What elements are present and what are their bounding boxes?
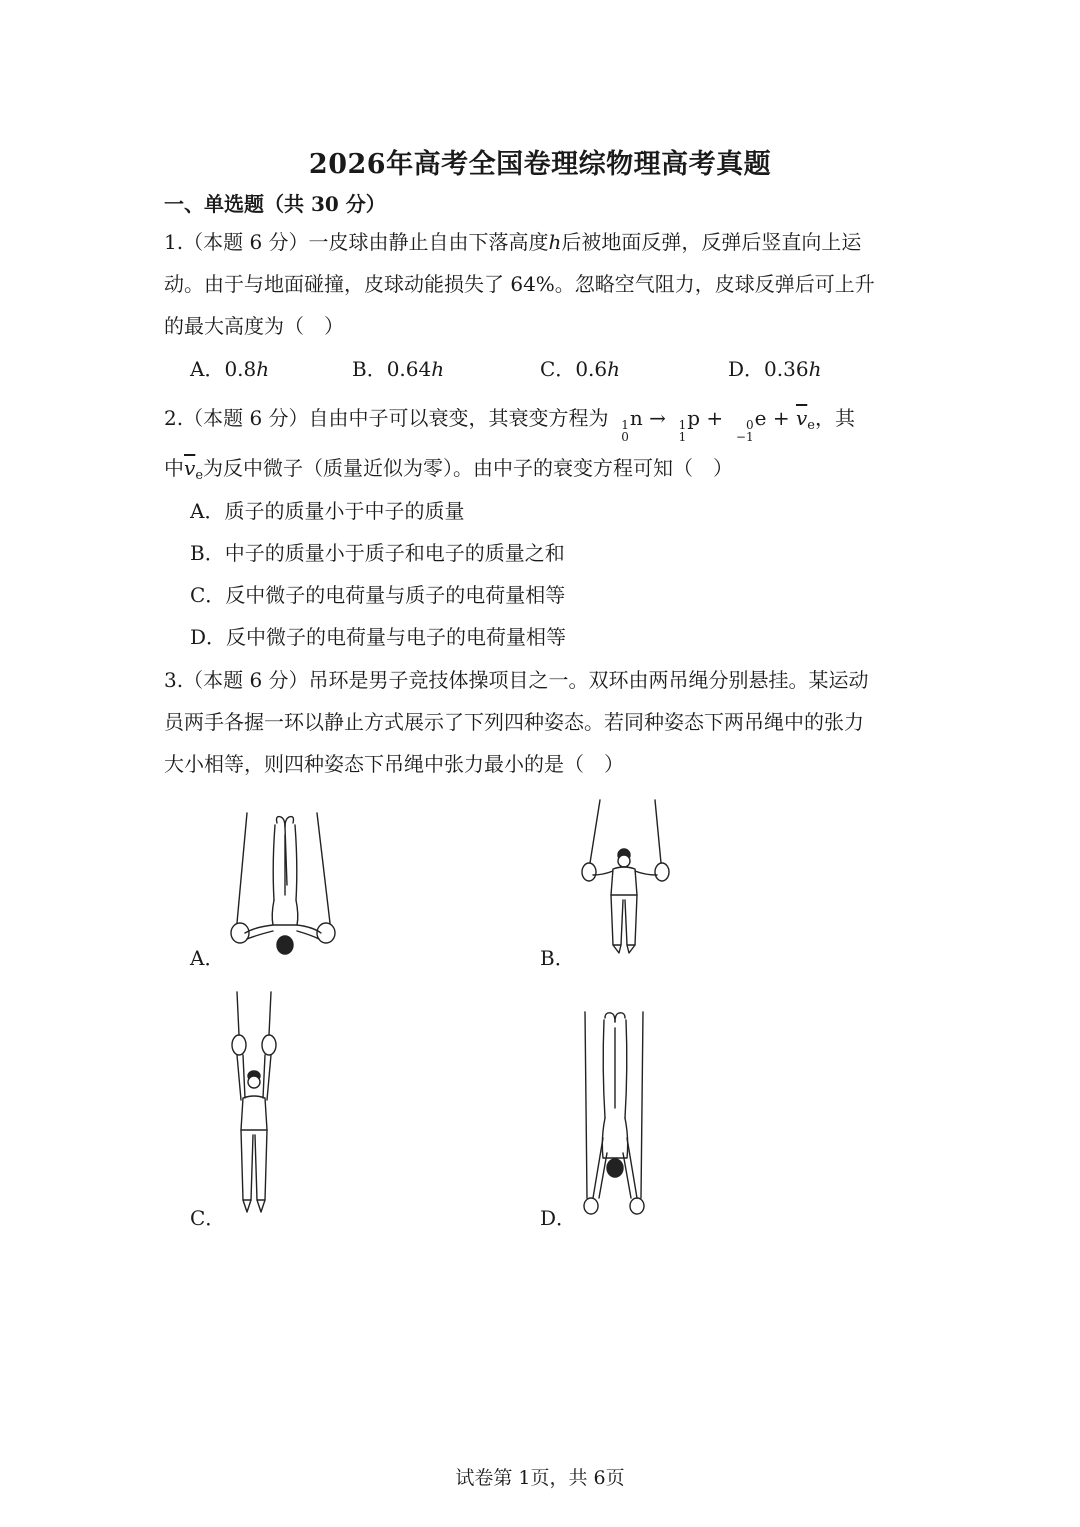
q1-line-1: 1.（本题 6 分）一皮球由静止自由下落高度h后被地面反弹，反弹后竖直向上运 (164, 230, 862, 254)
q3-line-3: 大小相等，则四种姿态下吊绳中张力最小的是（ ） (164, 752, 624, 776)
q3-figure-d-label[interactable]: D． (540, 1206, 577, 1230)
page-title: 2026年高考全国卷理综物理高考真题 (308, 149, 772, 180)
gymnast-figure-c (225, 990, 285, 1218)
q1-option-a[interactable]: A．0.8h (190, 357, 270, 381)
q2-line-1: 2.（本题 6 分）自由中子可以衰变，其衰变方程为 1 0 n → 1 1 p + 0 −1 $e + \overline{v}_e$，其 (164, 406, 855, 444)
q2-line-2: 中$\overline{v}_e$为反中微子（质量近似为零）。由中子的衰变方程可知（ ） (164, 456, 734, 483)
q3-figure-c-label[interactable]: C． (190, 1206, 226, 1230)
q1-line-2: 动。由于与地面碰撞，皮球动能损失了 64%。忽略空气阻力，皮球反弹后可上升 (164, 272, 875, 296)
q2-option-c[interactable]: C．反中微子的电荷量与质子的电荷量相等 (190, 583, 566, 607)
q3-line-2: 员两手各握一环以静止方式展示了下列四种姿态。若同种姿态下两吊绳中的张力 (164, 710, 864, 734)
q3-figure-b-label[interactable]: B． (540, 946, 575, 970)
decay-equation: 1 0 n → 1 1 p + 0 −1 $e + \overline{v}_e$ (621, 406, 815, 444)
q3-line-1: 3.（本题 6 分）吊环是男子竞技体操项目之一。双环由两吊绳分别悬挂。某运动 (164, 668, 869, 692)
gymnast-figure-b (575, 795, 675, 960)
gymnast-figure-a (225, 805, 345, 960)
q1-option-b[interactable]: B．0.64h (352, 357, 445, 381)
section-heading: 一、单选题（共 30 分） (164, 192, 386, 216)
q1-option-d[interactable]: D．0.36h (728, 357, 822, 381)
q3-figure-a-label[interactable]: A． (190, 946, 225, 970)
gymnast-figure-d (575, 1008, 655, 1223)
q1-option-c[interactable]: C．0.6h (540, 357, 621, 381)
q2-option-d[interactable]: D．反中微子的电荷量与电子的电荷量相等 (190, 625, 567, 649)
q2-option-b[interactable]: B．中子的质量小于质子和电子的质量之和 (190, 541, 565, 565)
q1-line-3: 的最大高度为（ ） (164, 314, 344, 338)
q2-option-a[interactable]: A．质子的质量小于中子的质量 (190, 499, 465, 523)
page-footer: 试卷第 1页，共 6页 (455, 1467, 625, 1489)
